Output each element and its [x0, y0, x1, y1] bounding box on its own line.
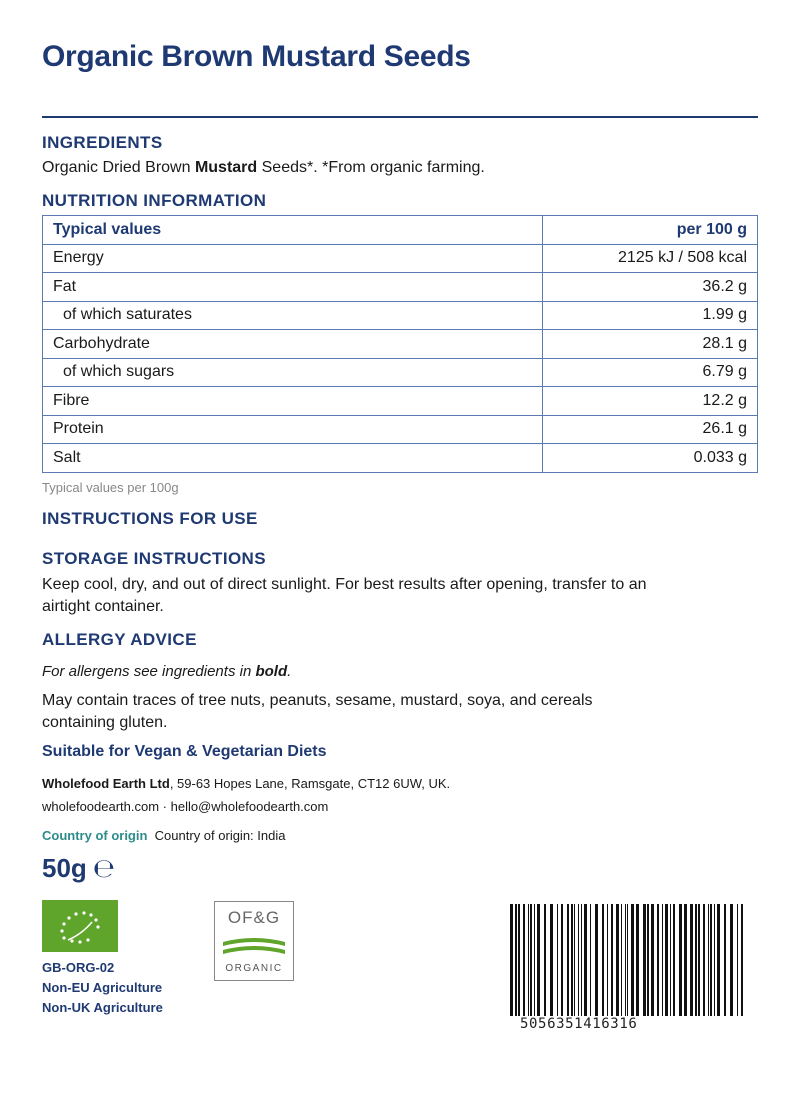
- allergy-line-1: May contain traces of tree nuts, peanuts, sesame, mustard, soya, and cereals: [42, 692, 593, 709]
- nutrition-row: [43, 387, 758, 416]
- nutrient-label: of which saturates: [43, 301, 543, 330]
- nutrient-value: 26.1 g: [543, 415, 758, 444]
- allergen-bold: Mustard: [194, 159, 258, 176]
- barcode-number: 5056351416316: [520, 1016, 638, 1032]
- col-label-header: Typical values: [43, 216, 543, 245]
- nutrient-label: Fibre: [43, 387, 543, 416]
- nutrient-value: 36.2 g: [543, 273, 758, 302]
- allergy-heading: ALLERGY ADVICE: [42, 630, 197, 649]
- country-of-origin: Country of origin Country of origin: India: [42, 828, 286, 843]
- nutrition-row: [43, 244, 758, 273]
- nutrition-heading: NUTRITION INFORMATION: [42, 191, 267, 210]
- ingredients-text: Organic Dried Brown Mustard Seeds*. *From organic farming.: [42, 159, 485, 176]
- organic-codes: [42, 958, 163, 1018]
- allergy-note: For allergens see ingredients in bold.: [42, 663, 292, 680]
- storage-line-2: airtight container.: [42, 598, 164, 615]
- ingredients-heading: INGREDIENTS: [42, 133, 163, 152]
- ofg-stripes-icon: [223, 934, 285, 960]
- nutrient-label: Protein: [43, 415, 543, 444]
- nutrient-label: Carbohydrate: [43, 330, 543, 359]
- nutrient-value: 28.1 g: [543, 330, 758, 359]
- storage-heading: STORAGE INSTRUCTIONS: [42, 549, 266, 568]
- diet-label: Suitable for Vegan & Vegetarian Diets: [42, 743, 327, 760]
- nutrient-value: 0.033 g: [543, 444, 758, 473]
- nutrient-value: 6.79 g: [543, 358, 758, 387]
- nutrition-header-row: [43, 216, 758, 245]
- agriculture-note-eu: Non-EU Agriculture: [42, 980, 163, 995]
- storage-line-1: Keep cool, dry, and out of direct sunlight. For best results after opening, transfer to an: [42, 576, 647, 593]
- company-address: Wholefood Earth Ltd, 59-63 Hopes Lane, Ramsgate, CT12 6UW, UK.: [42, 776, 451, 791]
- nutrient-label: Fat: [43, 273, 543, 302]
- eu-organic-leaf-icon: [42, 900, 118, 952]
- nutrition-row: [43, 273, 758, 302]
- net-weight: 50g ℮: [42, 853, 116, 884]
- nutrient-label: Energy: [43, 244, 543, 273]
- nutrition-row: [43, 415, 758, 444]
- company-web: wholefoodearth.com · hello@wholefoodearth.com: [42, 799, 329, 814]
- ofg-organic-logo: OF&G ORGANIC: [214, 901, 294, 981]
- title-divider: [42, 116, 758, 118]
- col-value-header: per 100 g: [543, 216, 758, 245]
- nutrition-row: [43, 444, 758, 473]
- estimated-sign-icon: ℮: [92, 854, 116, 884]
- nutrient-value: 1.99 g: [543, 301, 758, 330]
- nutrition-row: [43, 301, 758, 330]
- nutrition-table: [42, 215, 758, 473]
- nutrition-note: Typical values per 100g: [42, 480, 179, 495]
- page-title: Organic Brown Mustard Seeds: [42, 40, 471, 73]
- nutrition-row: [43, 330, 758, 359]
- nutrient-value: 2125 kJ / 508 kcal: [543, 244, 758, 273]
- nutrient-label: Salt: [43, 444, 543, 473]
- agriculture-note-uk: Non-UK Agriculture: [42, 1000, 163, 1015]
- nutrient-label: of which sugars: [43, 358, 543, 387]
- nutrient-value: 12.2 g: [543, 387, 758, 416]
- allergy-line-2: containing gluten.: [42, 714, 168, 731]
- barcode-icon: [510, 904, 744, 1018]
- organic-code: GB-ORG-02: [42, 960, 115, 975]
- instructions-heading: INSTRUCTIONS FOR USE: [42, 509, 258, 528]
- nutrition-row: [43, 358, 758, 387]
